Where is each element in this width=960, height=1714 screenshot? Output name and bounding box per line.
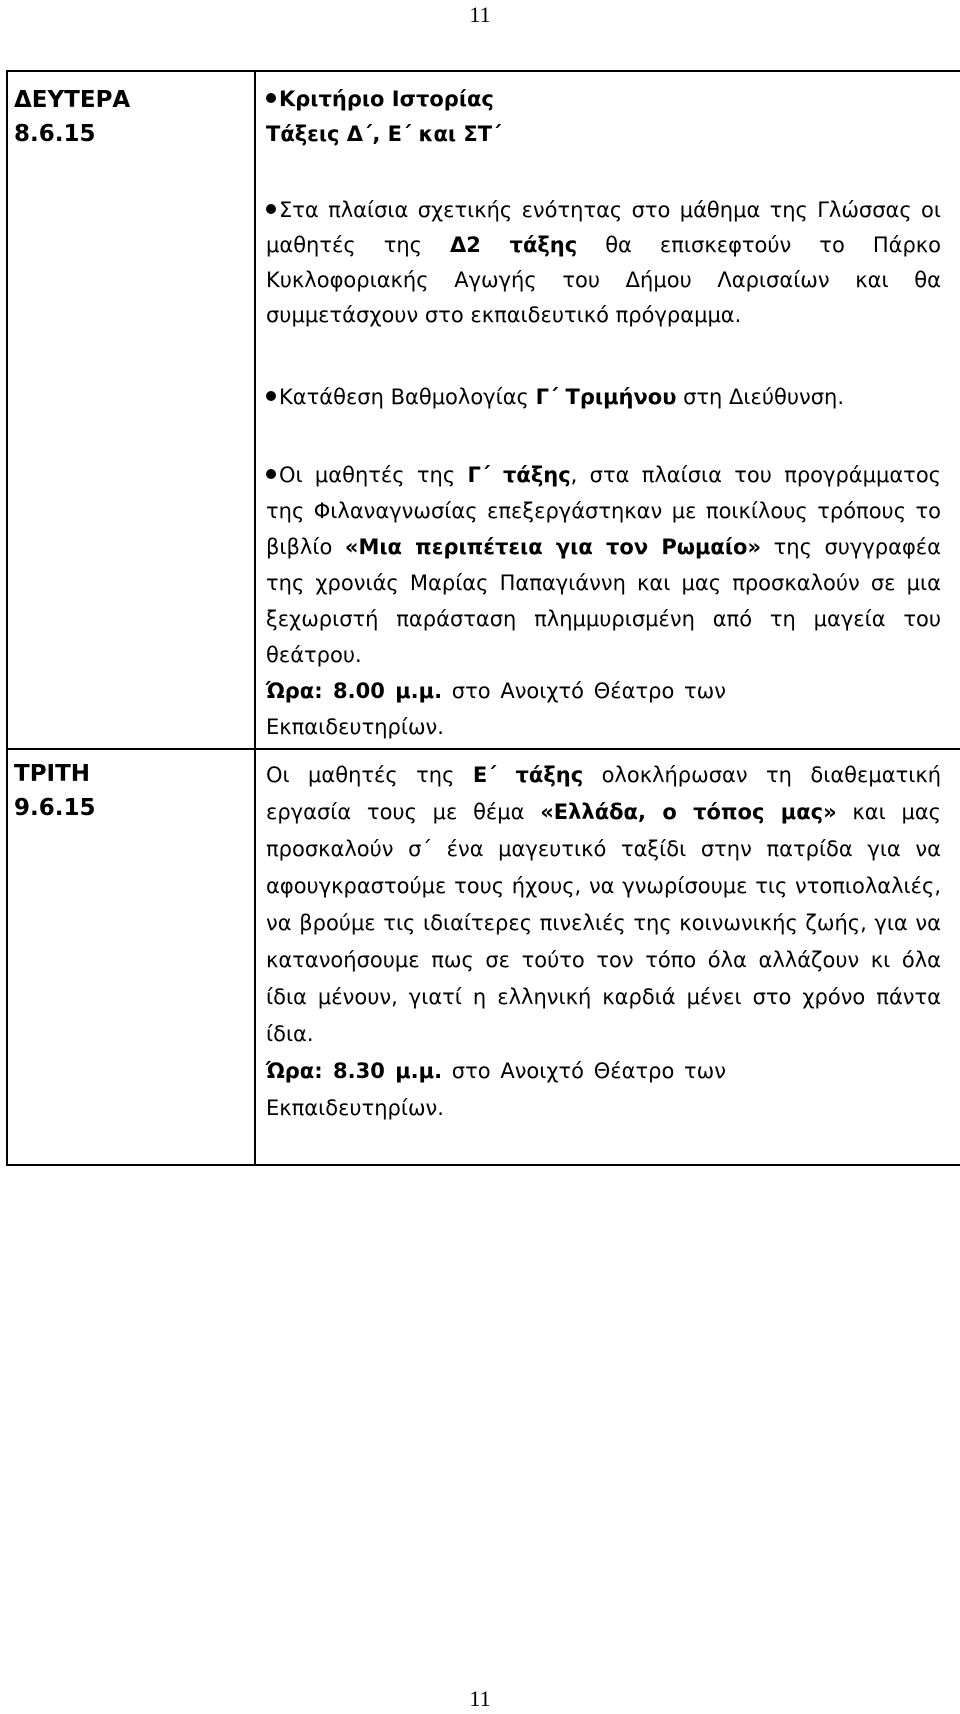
criterion-block [266, 82, 926, 152]
day-name: ΔΕΥΤΕΡΑ [14, 87, 131, 113]
day-name: ΤΡΙΤΗ [14, 761, 91, 787]
performance-time: Ώρα: 8.00 μ.μ. στο Ανοιχτό Θέατρο των Εκπαιδευτηρίων. [266, 679, 726, 739]
day-date: 8.6.15 [14, 121, 96, 147]
park-visit-paragraph: Στα πλαίσια σχετικής ενότητας στο μάθημα της Γλώσσας οι μαθητές της Δ2 τάξης θα επισκεφτούν το Πάρκο Κυκλοφοριακής Αγωγής του Δήμου Λαρισαίων και θα συμμετάσχουν στο εκπαιδευτικό πρόγραμμα. [266, 198, 942, 327]
day-monday [14, 83, 130, 151]
reading-program-paragraph: Οι μαθητές της Γ΄ τάξης, στα πλαίσια του προγράμματος της Φιλαναγνωσίας επεξεργάστηκαν με ποικίλους τρόπους το βιβλίο «Μια περιπέτεια για τον Ρωμαίο» της συγγραφέα της χρονιάς Μαρίας Παπαγιάννη και μας προσκαλούν σε μια ξεχωριστή παράσταση πλημμυρισμένη από τη μαγεία του θεάτρου. Ώρα: 8.00 μ.μ. στο Ανοιχτό Θέατρο των Εκπαιδευτηρίων. [266, 457, 941, 745]
greece-project-paragraph: Οι μαθητές της Ε΄ τάξης ολοκλήρωσαν τη διαθεματική εργασία τους με θέμα «Ελλάδα, ο τόπος μας» και μας προσκαλούν σ΄ ένα μαγευτικό ταξίδι στην πατρίδα για να αφουγκραστούμε τους ήχους, να γνωρίσουμε τις ντοπιολαλιές, να βρούμε τις ιδιαίτερες πινελιές της κοινωνικής ζωής, για να κατανοήσουμε πως σε τούτο τον τόπο όλα αλλάζουν κι όλα ίδια μένουν, γιατί η ελληνική καρδιά μένει στο χρόνο πάντα ίδια. Ώρα: 8.30 μ.μ. στο Ανοιχτό Θέατρο των Εκπαιδευτηρίων. [266, 757, 941, 1127]
criterion-classes: Τάξεις Δ΄, Ε΄ και ΣΤ΄ [266, 122, 502, 146]
day-date: 9.6.15 [14, 795, 96, 821]
day-tuesday [14, 757, 96, 825]
table-column-divider [254, 70, 256, 1166]
grades-paragraph: Κατάθεση Βαθμολογίας Γ΄ Τριμήνου στη Διεύθυνση. [266, 380, 941, 415]
bullet-icon [266, 391, 276, 401]
table-border-top [6, 70, 960, 72]
performance-time: Ώρα: 8.30 μ.μ. στο Ανοιχτό Θέατρο των Εκπαιδευτηρίων. [266, 1059, 726, 1120]
page-number-top: 11 [469, 2, 491, 27]
table-border-left [6, 70, 8, 1166]
page-number-bottom: 11 [469, 1686, 491, 1711]
table-border-bottom [6, 1164, 960, 1166]
criterion-title: Κριτήριο Ιστορίας [279, 87, 494, 111]
bullet-icon [266, 93, 276, 103]
bullet-icon [266, 469, 276, 479]
table-row-divider [6, 748, 960, 750]
bullet-icon [266, 204, 276, 214]
